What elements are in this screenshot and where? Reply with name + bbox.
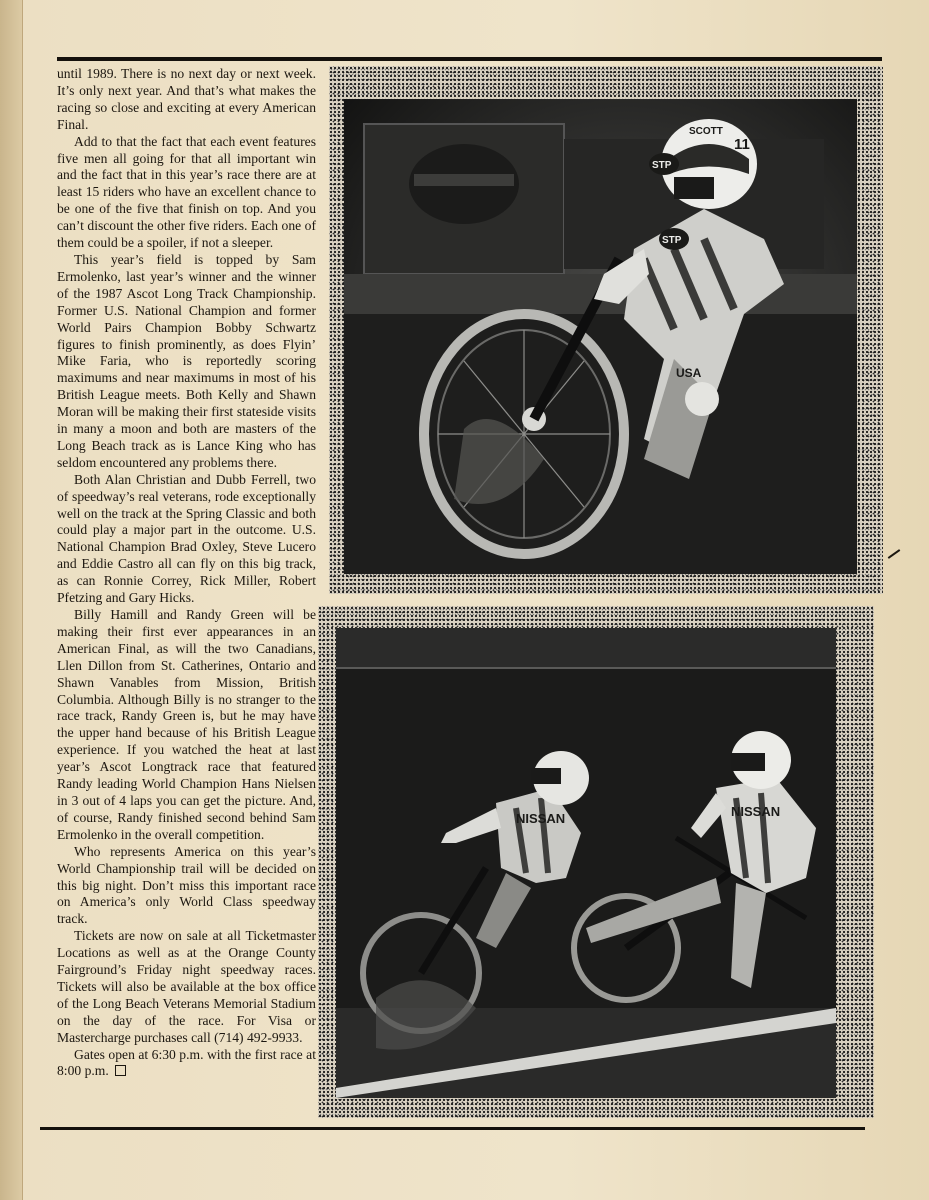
top-photo [344, 99, 857, 574]
top-photo-frame [329, 66, 883, 594]
bottom-photo-riders-illustration [336, 628, 836, 1098]
leathers-team-mark: USA [676, 366, 702, 380]
article-column [57, 66, 316, 1080]
bottom-photo [336, 628, 836, 1098]
page-binding-edge [0, 0, 23, 1200]
helmet-brand: SCOTT [689, 126, 723, 137]
article-paragraph: Tickets are now on sale at all Ticketmaster Locations as well as at the Orange County Fairground’s Friday night speedway races. Tickets will also be available at the box office of the Long Beach Veterans Memorial Stadium on the day of the race. For Visa or Mastercharge purchases call (714) 492-9933. [57, 928, 316, 1045]
article-paragraph: Who represents America on this year’s World Championship trail will be decided on this big night. Don’t miss this important race on America’s only World Class speedway track. [57, 843, 316, 927]
pen-mark [888, 549, 901, 559]
bottom-rule [40, 1127, 865, 1130]
jersey-sponsor: STP [662, 235, 682, 246]
helmet-sponsor: STP [652, 160, 672, 171]
top-photo-rider-illustration [344, 99, 857, 574]
rider-left-sponsor: NISSAN [516, 811, 566, 826]
article-paragraph: Billy Hamill and Randy Green will be making their first ever appearances in an American Final, as will the two Canadians, Llen Dillon from St. Catherines, Ontario and Shawn Vanables from Mission, British Columbia. Although Billy is no stranger to the race track, Randy Green is, but he may have the upper hand because of his British League experience. If you watched the heat at last year’s Ascot Longtrack race that featured Randy leading World Champion Hans Nielsen in 3 out of 4 laps you can get the picture. And, of course, Randy finished second behind Sam Ermolenko in the overall competition. [57, 607, 316, 842]
article-paragraph: Add to that the fact that each event features five men all going for that all important win and the fact that in this year’s race there are at least 15 riders who have an excellent chance to be one of the five that finish on top. And you can’t discount the other five riders. Each one of them could be a spoiler, if not a sleeper. [57, 133, 316, 251]
closing-text: Gates open at 6:30 p.m. with the first race at 8:00 p.m. [57, 1046, 316, 1079]
helmet-number: 11 [734, 136, 750, 153]
article-paragraph: until 1989. There is no next day or next week. It’s only next year. And that’s what makes the racing so close and exciting at every American Final. [57, 66, 316, 132]
top-rule [57, 57, 882, 61]
article-paragraph: This year’s field is topped by Sam Ermolenko, last year’s winner and the winner of the 1987 Ascot Long Track Championship. Former U.S. National Champion and former World Pairs Champion Bobby Schwartz figures to finish prominently, as does Flyin’ Mike Faria, who is reportedly scoring maximums and near maximums in most of his British League meets. Both Kelly and Shawn Moran will be making their first stateside visits in many a moon and both are masters of the Long Beach track as is Lance King who has seldom encountered any problems there. [57, 251, 316, 470]
rider-right-sponsor: NISSAN [731, 804, 781, 819]
article-paragraph: Both Alan Christian and Dubb Ferrell, two of speedway’s real veterans, rode exceptionally well on the track at the Spring Classic and both could play a major part in the outcome. U.S. National Champion Brad Oxley, Steve Lucero and Eddie Castro all can fly on this big track, as can Ronnie Correy, Rick Miller, Robert Pfetzing and Gary Hicks. [57, 471, 316, 606]
end-mark-icon [115, 1065, 126, 1076]
bottom-photo-frame [318, 606, 874, 1118]
article-closing-line [57, 1047, 316, 1081]
